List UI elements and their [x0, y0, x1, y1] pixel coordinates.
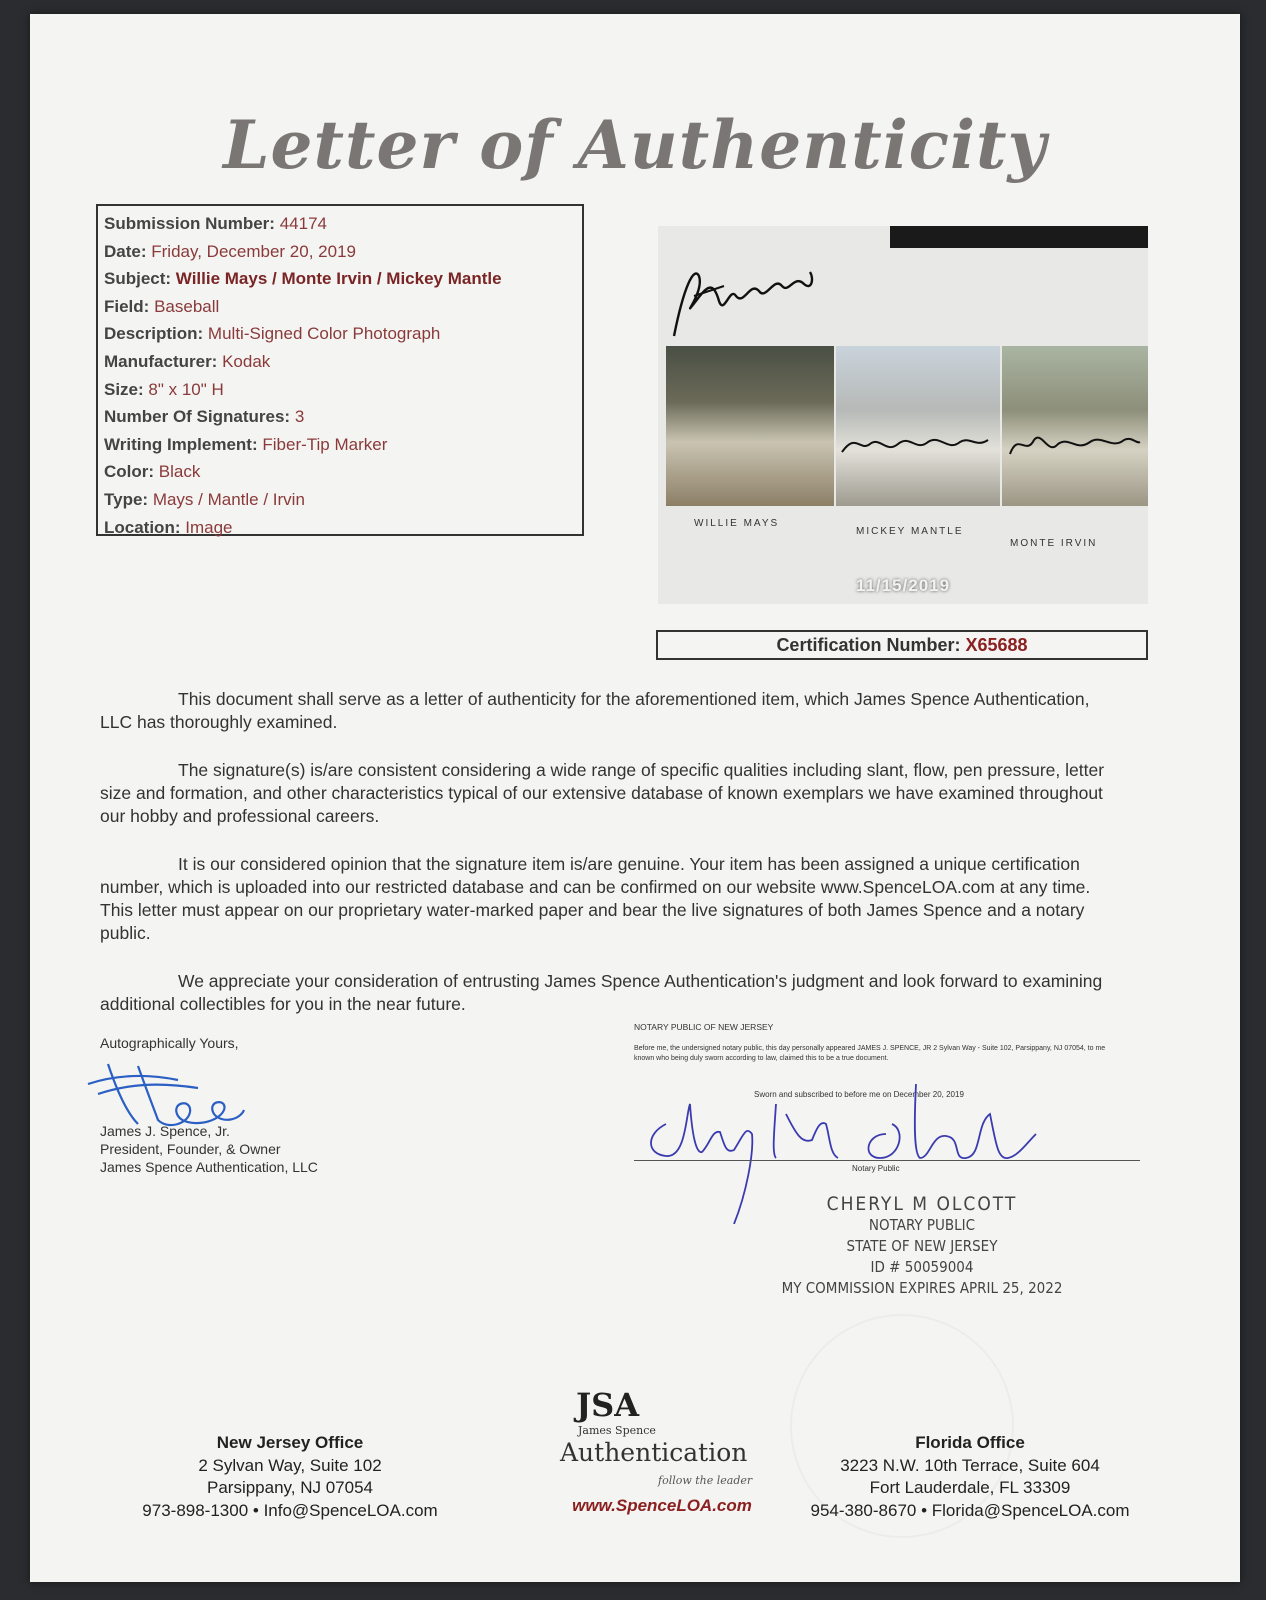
irvin-signature-image: [1004, 422, 1144, 472]
notary-heading: NOTARY PUBLIC OF NEW JERSEY: [634, 1022, 774, 1032]
item-photograph: [658, 226, 1148, 604]
office-heading: Florida Office: [915, 1433, 1025, 1452]
new-jersey-office: [110, 1432, 470, 1522]
office-city: Fort Lauderdale, FL 33309: [869, 1478, 1071, 1497]
jsa-logo-mark: JSA: [576, 1386, 640, 1424]
photo-caption-irvin: MONTE IRVIN: [1010, 538, 1098, 549]
detail-row-location: Location: Image: [104, 517, 233, 537]
letter-body: [100, 688, 1120, 1041]
website-link[interactable]: www.SpenceLOA.com: [572, 1496, 752, 1515]
jsa-logo-tagline: follow the leader: [658, 1474, 753, 1487]
signer-name: James J. Spence, Jr.: [100, 1123, 230, 1139]
signer-block: [100, 1122, 318, 1176]
certification-number-box: [656, 630, 1148, 660]
page-title: Letter of Authenticity: [223, 106, 1047, 184]
notary-commission: MY COMMISSION EXPIRES APRIL 25, 2022: [781, 1279, 1063, 1297]
body-paragraph: It is our considered opinion that the signature item is/are genuine. Your item has been assigned a unique certification number, which is uploaded into our restricted database and can be confirmed on our website www.SpenceLOA.com at any time. This letter must appear on our proprietary water-marked paper and bear the live signatures of both James Spence and a notary public.: [100, 854, 1091, 943]
office-contact: 973-898-1300 • Info@SpenceLOA.com: [142, 1500, 438, 1520]
body-paragraph: We appreciate your consideration of entrusting James Spence Authentication's judgment and look forward to examining additional collectibles for you in the near future.: [100, 971, 1103, 1014]
detail-row-description: Description: Multi-Signed Color Photograph: [104, 324, 441, 344]
photo-caption-mays: WILLIE MAYS: [694, 518, 780, 529]
notary-sworn-line: Sworn and subscribed to before me on December 20, 2019: [754, 1090, 964, 1099]
detail-row-type: Type: Mays / Mantle / Irvin: [104, 489, 305, 509]
jsa-logo-word: Authentication: [560, 1438, 748, 1467]
notary-stamp-line: STATE OF NEW JERSEY: [846, 1237, 998, 1255]
office-contact: 954-380-8670 • Florida@SpenceLOA.com: [810, 1500, 1130, 1520]
florida-office: [790, 1432, 1150, 1522]
mays-signature-image: [664, 246, 824, 346]
notary-line-label: Notary Public: [852, 1164, 900, 1173]
notary-stamp: [752, 1194, 1092, 1299]
body-paragraph: This document shall serve as a letter of authenticity for the aforementioned item, which James Spence Authentication, LLC has thoroughly examined.: [100, 689, 1090, 732]
notary-name: CHERYL M OLCOTT: [826, 1193, 1018, 1215]
detail-row-submission: Submission Number: 44174: [104, 214, 327, 233]
certification-label: Certification Number:: [776, 635, 961, 655]
body-paragraph: The signature(s) is/are consistent considering a wide range of specific qualities including slant, flow, pen pressure, letter size and formation, and other characteristics typical of our extensive database of known exemplars we have examined throughout our hobby and professional careers.: [100, 760, 1105, 826]
detail-row-signature-count: Number Of Signatures: 3: [104, 407, 305, 427]
office-address: 3223 N.W. 10th Terrace, Suite 604: [840, 1455, 1100, 1475]
certification-number: X65688: [965, 635, 1028, 655]
signer-company: James Spence Authentication, LLC: [100, 1159, 318, 1175]
photo-panel-mays: [666, 346, 834, 506]
detail-row-size: Size: 8" x 10" H: [104, 379, 224, 399]
detail-row-date: Date: Friday, December 20, 2019: [104, 241, 356, 261]
notary-statement: Before me, the undersigned notary public, this day personally appeared JAMES J. SPENCE, JR 2 Sylvan Way - Suite 102, Parsippany, NJ 07054, to me known who being duly sworn according to law, claimed this to be a true document.: [634, 1045, 1106, 1062]
photo-date-stamp: 11/15/2019: [855, 576, 951, 595]
detail-row-manufacturer: Manufacturer: Kodak: [104, 351, 271, 371]
office-city: Parsippany, NJ 07054: [206, 1478, 373, 1497]
photo-caption-mantle: MICKEY MANTLE: [856, 526, 964, 537]
notary-stamp-line: NOTARY PUBLIC: [868, 1216, 976, 1234]
submission-details-box: [96, 204, 584, 536]
office-address: 2 Sylvan Way, Suite 102: [198, 1455, 382, 1475]
office-heading: New Jersey Office: [216, 1433, 364, 1452]
mantle-signature-image: [836, 422, 996, 472]
detail-row-color: Color: Black: [104, 462, 201, 482]
closing-salutation: Autographically Yours,: [100, 1035, 239, 1051]
detail-row-subject: Subject: Willie Mays / Monte Irvin / Mickey Mantle: [104, 269, 502, 289]
letter-page: [30, 14, 1240, 1582]
jsa-logo-sub: James Spence: [578, 1424, 656, 1437]
jsa-logo: [530, 1384, 790, 1544]
notary-signature-line: [634, 1160, 1140, 1161]
detail-row-field: Field: Baseball: [104, 296, 220, 316]
signer-title: President, Founder, & Owner: [100, 1141, 281, 1157]
photo-dark-band: [890, 226, 1148, 248]
detail-row-writing-implement: Writing Implement: Fiber-Tip Marker: [104, 434, 388, 454]
notary-id: ID # 50059004: [870, 1258, 974, 1276]
